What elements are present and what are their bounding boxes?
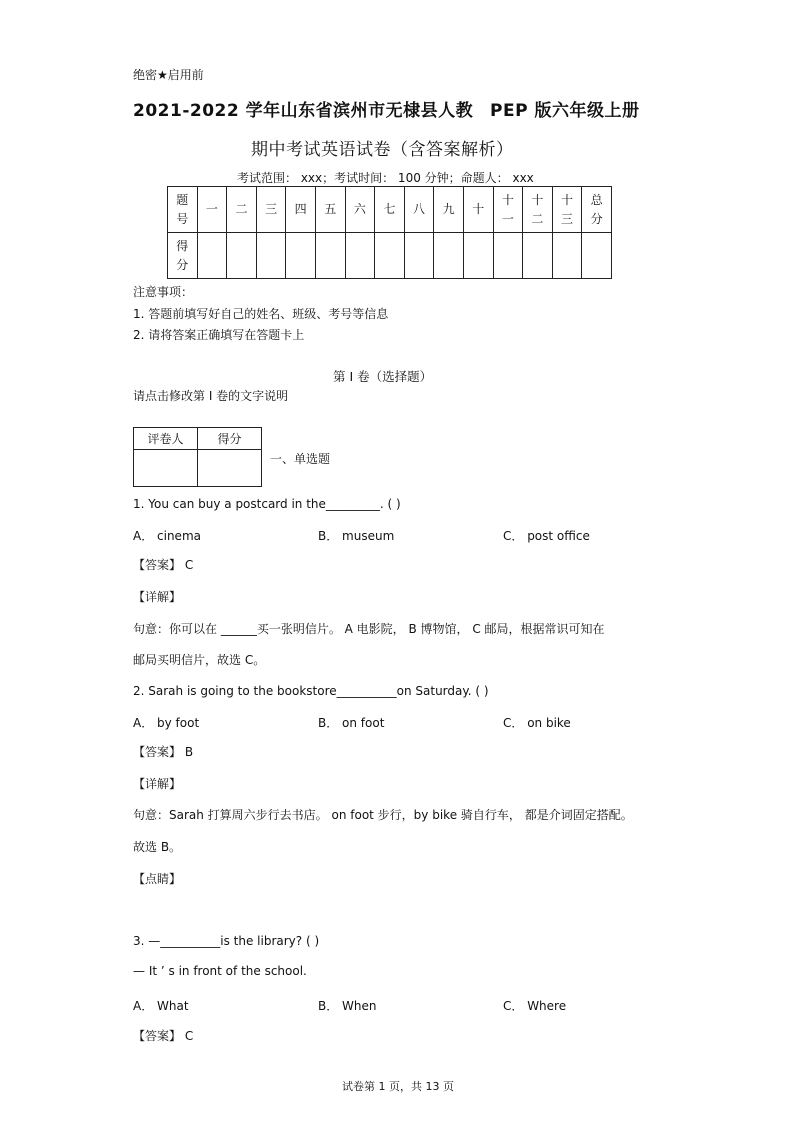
grader-cell[interactable] bbox=[198, 450, 262, 487]
explanation: 邮局买明信片，故选 C。 bbox=[133, 653, 266, 667]
score-cell[interactable] bbox=[345, 233, 375, 279]
grader-cell[interactable] bbox=[134, 450, 198, 487]
option-b: B． on foot bbox=[318, 716, 385, 730]
option-c: C． Where bbox=[503, 999, 567, 1013]
score-col: 十 二 bbox=[523, 187, 553, 233]
score-col: 九 bbox=[434, 187, 464, 233]
note-item: 2. 请将答案正确填写在答题卡上 bbox=[133, 328, 305, 342]
section-title: 一、单选题 bbox=[270, 452, 331, 466]
score-cell[interactable] bbox=[434, 233, 464, 279]
score-table bbox=[167, 186, 612, 279]
score-cell[interactable] bbox=[315, 233, 345, 279]
explanation: 句意：你可以在 ______买一张明信片。 A 电影院， B 博物馆， C 邮局，根据常识可知在 bbox=[133, 622, 605, 636]
grader-header: 评卷人 bbox=[134, 428, 198, 450]
part1-instruction: 请点击修改第 I 卷的文字说明 bbox=[133, 389, 289, 403]
score-col: 五 bbox=[315, 187, 345, 233]
score-cell[interactable] bbox=[404, 233, 434, 279]
score-cell[interactable] bbox=[552, 233, 582, 279]
exam-info: 考试范围： xxx；考试时间： 100 分钟；命题人： xxx bbox=[237, 171, 534, 185]
question-stem: 2. Sarah is going to the bookstore__________on Saturday. ( ) bbox=[133, 684, 489, 698]
detail-label: 【详解】 bbox=[133, 590, 182, 604]
option-c: C． post office bbox=[503, 529, 590, 543]
score-cell[interactable] bbox=[286, 233, 316, 279]
subtitle: 期中考试英语试卷（含答案解析） bbox=[251, 140, 514, 160]
score-col: 一 bbox=[197, 187, 227, 233]
option-a: A． by foot bbox=[133, 716, 200, 730]
option-c: C． on bike bbox=[503, 716, 571, 730]
note-item: 1. 答题前填写好自己的姓名、班级、考号等信息 bbox=[133, 307, 389, 321]
score-col: 十 三 bbox=[552, 187, 582, 233]
score-header-label: 题 号 bbox=[168, 187, 198, 233]
score-col-total: 总 分 bbox=[582, 187, 612, 233]
score-col: 七 bbox=[375, 187, 405, 233]
option-b: B． museum bbox=[318, 529, 395, 543]
option-a: A． What bbox=[133, 999, 189, 1013]
score-cell[interactable] bbox=[493, 233, 523, 279]
score-cell[interactable] bbox=[197, 233, 227, 279]
grader-header: 得分 bbox=[198, 428, 262, 450]
notes-heading: 注意事项： bbox=[133, 285, 194, 299]
option-a: A． cinema bbox=[133, 529, 201, 543]
score-cell[interactable] bbox=[582, 233, 612, 279]
score-cell[interactable] bbox=[523, 233, 553, 279]
part1-title: 第 I 卷（选择题） bbox=[333, 369, 433, 384]
score-cell[interactable] bbox=[463, 233, 493, 279]
score-col: 八 bbox=[404, 187, 434, 233]
secret-label: 绝密★启用前 bbox=[133, 68, 204, 82]
answer: 【答案】 C bbox=[133, 558, 194, 572]
title-right: PEP 版六年级上册 bbox=[490, 101, 640, 121]
score-col: 三 bbox=[256, 187, 286, 233]
page-footer: 试卷第 1 页，共 13 页 bbox=[342, 1080, 454, 1093]
score-col: 二 bbox=[227, 187, 257, 233]
score-row-label: 得 分 bbox=[168, 233, 198, 279]
score-col: 十 bbox=[463, 187, 493, 233]
score-col: 四 bbox=[286, 187, 316, 233]
question-reply: — It ’ s in front of the school. bbox=[133, 964, 307, 978]
score-col: 十 一 bbox=[493, 187, 523, 233]
score-cell[interactable] bbox=[227, 233, 257, 279]
answer: 【答案】 B bbox=[133, 745, 194, 759]
explanation: 故选 B。 bbox=[133, 840, 182, 854]
explanation: 句意：Sarah 打算周六步行去书店。 on foot 步行，by bike 骑自行车， 都是介词固定搭配。 bbox=[133, 808, 633, 822]
title-left: 2021-2022 学年山东省滨州市无棣县人教 bbox=[133, 101, 474, 121]
score-cell[interactable] bbox=[375, 233, 405, 279]
grader-table bbox=[133, 427, 262, 487]
answer: 【答案】 C bbox=[133, 1029, 194, 1043]
detail-label: 【详解】 bbox=[133, 777, 182, 791]
question-stem: 1. You can buy a postcard in the_________. ( ) bbox=[133, 497, 401, 511]
comment-label: 【点睛】 bbox=[133, 872, 182, 886]
score-col: 六 bbox=[345, 187, 375, 233]
option-b: B． When bbox=[318, 999, 377, 1013]
question-stem: 3. —__________is the library? ( ) bbox=[133, 934, 320, 948]
score-cell[interactable] bbox=[256, 233, 286, 279]
